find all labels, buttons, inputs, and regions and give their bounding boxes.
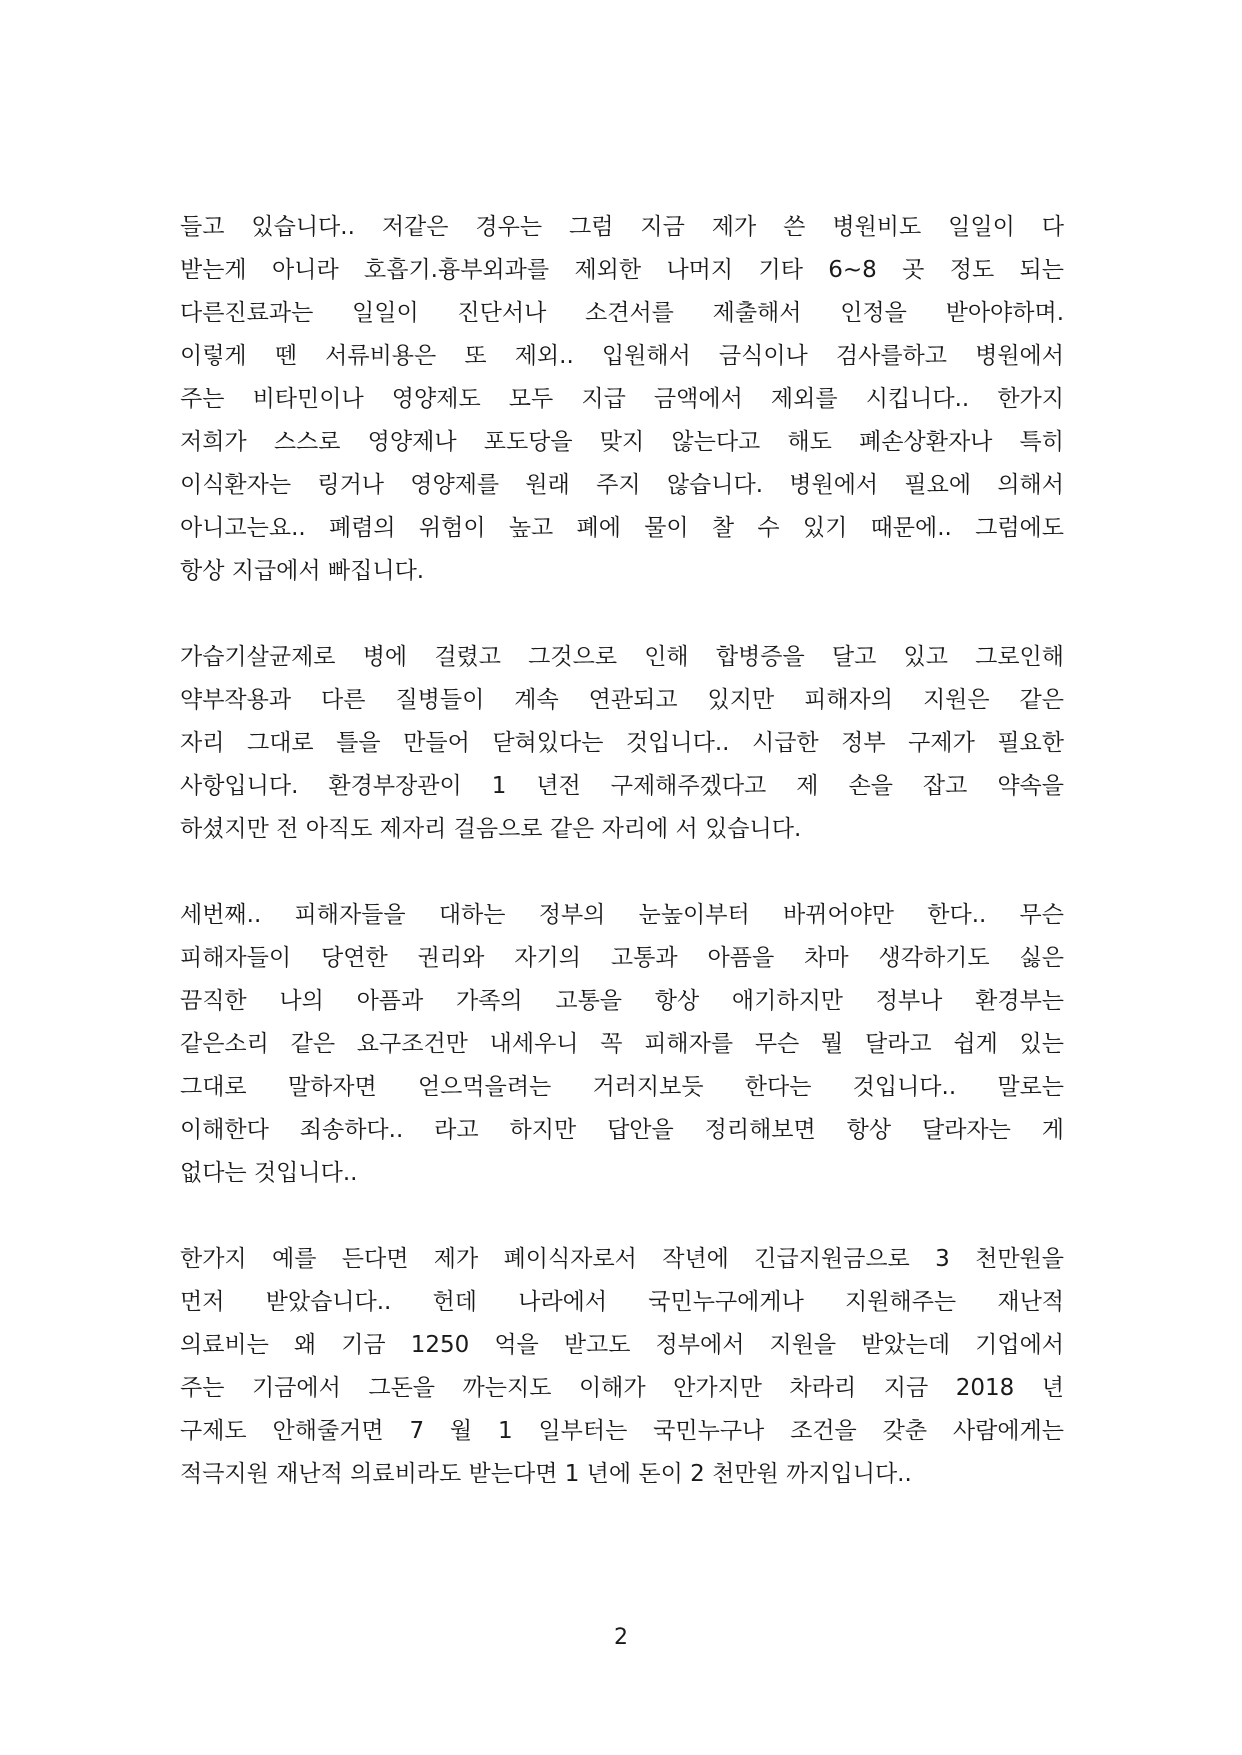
- text-line: 이식환자는 링거나 영양제를 원래 주지 않습니다. 병원에서 필요에 의해서: [180, 472, 1064, 498]
- text-line: 주는 기금에서 그돈을 까는지도 이해가 안가지만 차라리 지금 2018 년: [180, 1375, 1064, 1401]
- body-text: [180, 206, 1064, 1539]
- text-line: 피해자들이 당연한 권리와 자기의 고통과 아픔을 차마 생각하기도 싫은: [180, 945, 1064, 971]
- text-line: 먼저 받았습니다.. 헌데 나라에서 국민누구에게나 지원해주는 재난적: [180, 1289, 1064, 1315]
- text-line: 항상 지급에서 빠집니다.: [180, 558, 425, 584]
- text-line: 의료비는 왜 기금 1250 억을 받고도 정부에서 지원을 받았는데 기업에서: [180, 1332, 1064, 1358]
- text-line: 받는게 아니라 호흡기.흉부외과를 제외한 나머지 기타 6~8 곳 정도 되는: [180, 257, 1064, 283]
- paragraph-3: [180, 894, 1064, 1195]
- text-line: 한가지 예를 든다면 제가 폐이식자로서 작년에 긴급지원금으로 3 천만원을: [180, 1246, 1064, 1272]
- paragraph-1: [180, 206, 1064, 593]
- text-line: 이해한다 죄송하다.. 라고 하지만 답안을 정리해보면 항상 달라자는 게: [180, 1117, 1064, 1143]
- paragraph-2: [180, 636, 1064, 851]
- text-line: 약부작용과 다른 질병들이 계속 연관되고 있지만 피해자의 지원은 같은: [180, 687, 1064, 713]
- paragraph-4: [180, 1238, 1064, 1496]
- text-line: 구제도 안해줄거면 7 월 1 일부터는 국민누구나 조건을 갖춘 사람에게는: [180, 1418, 1064, 1444]
- text-line: 없다는 것입니다..: [180, 1160, 358, 1186]
- page-number: 2: [614, 1625, 628, 1650]
- text-line: 주는 비타민이나 영양제도 모두 지급 금액에서 제외를 시킵니다.. 한가지: [180, 386, 1064, 412]
- text-line: 끔직한 나의 아픔과 가족의 고통을 항상 애기하지만 정부나 환경부는: [180, 988, 1064, 1014]
- text-line: 사항입니다. 환경부장관이 1 년전 구제해주겠다고 제 손을 잡고 약속을: [180, 773, 1064, 799]
- text-line: 가습기살균제로 병에 걸렸고 그것으로 인해 합병증을 달고 있고 그로인해: [180, 644, 1064, 670]
- text-line: 그대로 말하자면 얻으먹을려는 거러지보듯 한다는 것입니다.. 말로는: [180, 1074, 1064, 1100]
- text-line: 다른진료과는 일일이 진단서나 소견서를 제출해서 인정을 받아야하며.: [180, 300, 1064, 326]
- text-line: 세번째.. 피해자들을 대하는 정부의 눈높이부터 바뀌어야만 한다.. 무슨: [180, 902, 1064, 928]
- text-line: 적극지원 재난적 의료비라도 받는다면 1 년에 돈이 2 천만원 까지입니다..: [180, 1461, 912, 1487]
- text-line: 자리 그대로 틀을 만들어 닫혀있다는 것입니다.. 시급한 정부 구제가 필요한: [180, 730, 1064, 756]
- text-line: 같은소리 같은 요구조건만 내세우니 꼭 피해자를 무슨 뭘 달라고 쉽게 있는: [180, 1031, 1064, 1057]
- text-line: 이렇게 뗀 서류비용은 또 제외.. 입원해서 금식이나 검사를하고 병원에서: [180, 343, 1064, 369]
- text-line: 들고 있습니다.. 저같은 경우는 그럼 지금 제가 쓴 병원비도 일일이 다: [180, 214, 1064, 240]
- text-line: 하셨지만 전 아직도 제자리 걸음으로 같은 자리에 서 있습니다.: [180, 816, 802, 842]
- text-line: 저희가 스스로 영양제나 포도당을 맞지 않는다고 해도 폐손상환자나 특히: [180, 429, 1064, 455]
- text-line: 아니고는요.. 폐렴의 위험이 높고 폐에 물이 찰 수 있기 때문에.. 그럼에도: [180, 515, 1064, 541]
